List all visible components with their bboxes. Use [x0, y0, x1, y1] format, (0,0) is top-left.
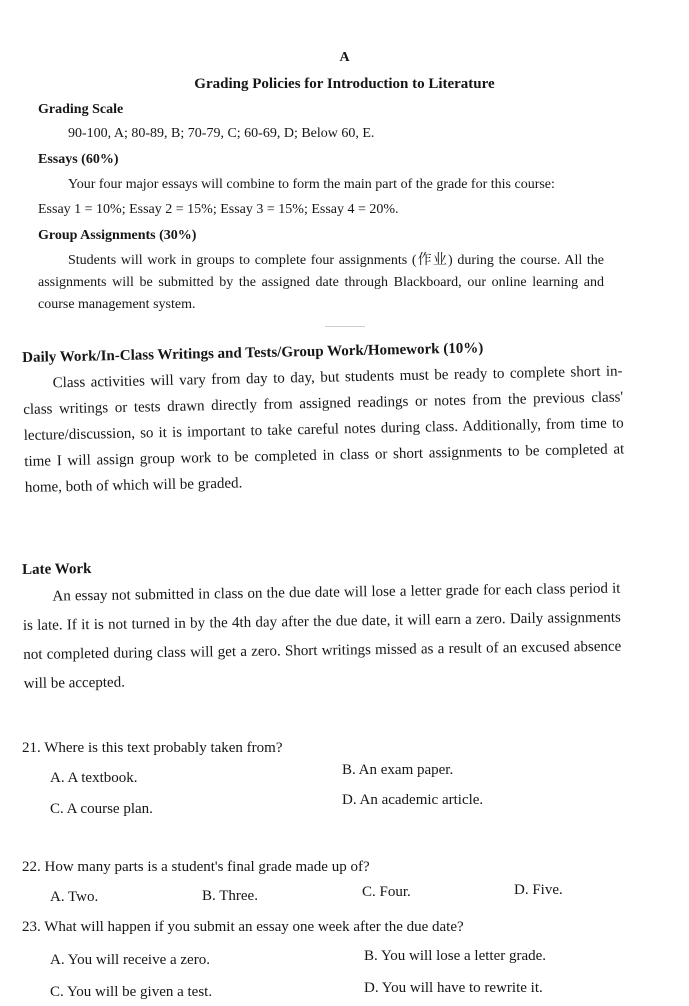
question-22-stem: 22. How many parts is a student's final grade made up of? — [22, 859, 370, 875]
late-work-section — [22, 554, 622, 699]
question-23-option-b[interactable]: B. You will lose a letter grade. — [364, 948, 547, 964]
question-22-option-b[interactable]: B. Three. — [202, 888, 258, 904]
question-21-option-b[interactable]: B. An exam paper. — [342, 762, 454, 778]
essays-line-1: Your four major essays will combine to form the main part of the grade for this course: — [68, 177, 555, 192]
daily-work-section — [22, 337, 625, 501]
grading-scale-heading: Grading Scale — [38, 102, 124, 117]
question-23-option-a[interactable]: A. You will receive a zero. — [50, 952, 210, 968]
question-21-option-d[interactable]: D. An academic article. — [342, 792, 484, 808]
question-23-option-d[interactable]: D. You will have to rewrite it. — [364, 980, 543, 996]
daily-work-text: Class activities will vary from day to day, but students must be ready to complete short in-class writings or tests drawn directly from assigned readings or notes from the previous class' lecture/discussion, so it is important to take careful notes during class. Additionally, from time to time I will assign group work to be completed in class or short assignments to be completed at home, both of which will be graded. — [23, 363, 625, 496]
question-21-option-c[interactable]: C. A course plan. — [50, 801, 153, 817]
group-assignments-heading: Group Assignments (30%) — [38, 228, 197, 243]
grading-scale-text: 90-100, A; 80-89, B; 70-79, C; 60-69, D; Below 60, E. — [68, 126, 375, 141]
question-23-option-c[interactable]: C. You will be given a test. — [50, 984, 213, 1000]
group-assignments-text: Students will work in groups to complete four assignments (作业) during the course. All the assignments will be submitted by the assigned date through Blackboard, our online learning and course management system. — [38, 253, 604, 312]
late-work-heading: Late Work — [22, 561, 92, 578]
essays-heading: Essays (60%) — [38, 152, 119, 167]
late-work-text: An essay not submitted in class on the due date will lose a letter grade for each class period it is late. If it is not turned in by the 4th day after the due date, it will earn a zero. Daily assignments not completed during class will get a zero. Short writings missed as a result of an excused absence will be accepted. — [22, 580, 622, 692]
question-23-stem: 23. What will happen if you submit an essay one week after the due date? — [22, 919, 464, 935]
question-21-stem: 21. Where is this text probably taken from? — [22, 740, 283, 756]
question-22-option-c[interactable]: C. Four. — [362, 884, 411, 900]
daily-work-heading: Daily Work/In-Class Writings and Tests/Group Work/Homework (10%) — [22, 340, 484, 366]
question-22-option-a[interactable]: A. Two. — [50, 889, 99, 905]
question-22-option-d[interactable]: D. Five. — [514, 882, 563, 898]
page-title: Grading Policies for Introduction to Literature — [194, 76, 495, 92]
divider — [325, 326, 365, 327]
passage-label: A — [339, 50, 350, 65]
essays-line-2: Essay 1 = 10%; Essay 2 = 15%; Essay 3 = 15%; Essay 4 = 20%. — [38, 202, 399, 217]
question-21-option-a[interactable]: A. A textbook. — [50, 770, 138, 786]
